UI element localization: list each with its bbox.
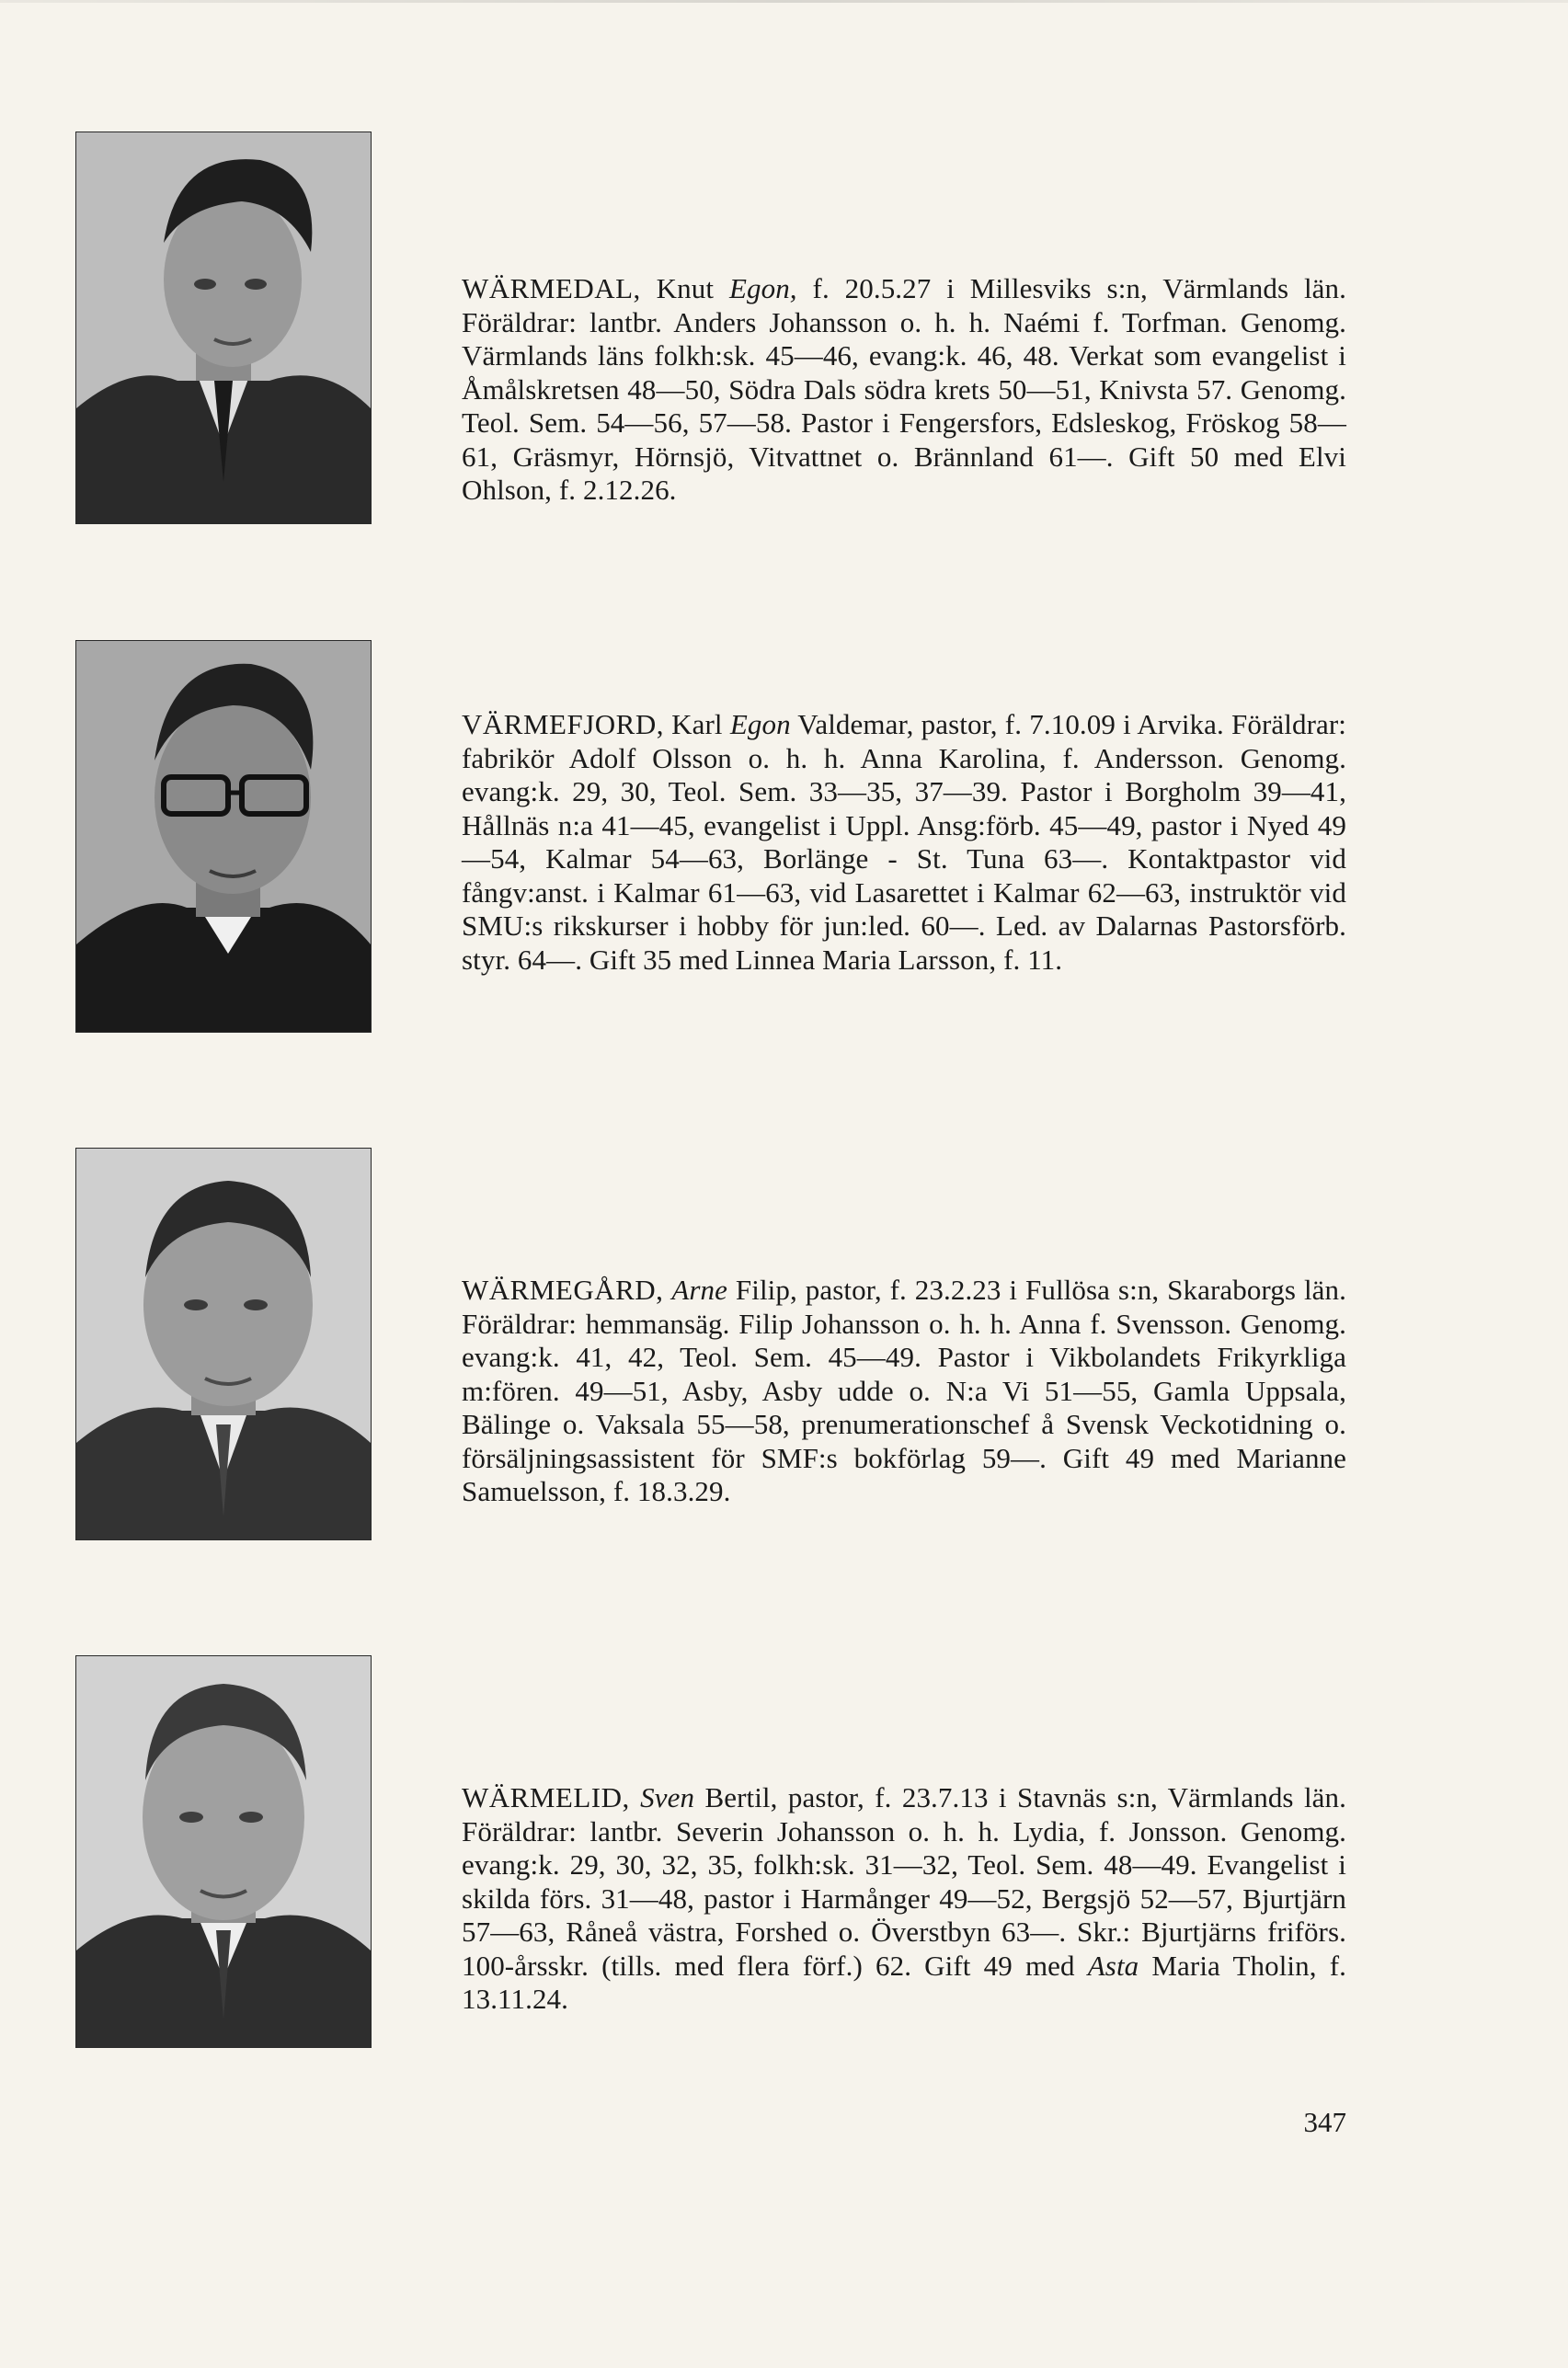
entry-surname: WÄRMEDAL, [462, 272, 641, 304]
entry-warmegard [462, 1274, 1346, 1509]
portrait-photo-warmedal [75, 132, 372, 524]
entry-surname: VÄRMEFJORD, [462, 708, 664, 740]
page-top-edge [0, 0, 1568, 3]
entry-warmelid [462, 1781, 1346, 2017]
entry-surname: WÄRMEGÅRD, [462, 1274, 664, 1306]
page-number: 347 [1303, 2106, 1346, 2138]
entry-biography-end: Maria Tholin, f. 13.11.24. [462, 1949, 1346, 2015]
entry-varmefjord [462, 708, 1346, 977]
portrait-silhouette-icon [76, 1149, 371, 1539]
entry-biography: Bertil, pastor, f. 23.7.13 i Stavnäs s:n, Värmlands län. Föräldrar: lantbr. Severin Johansson o. h. h. Lydia, f. Jonsson. Genomg. evang:k. 29, 30, 32, 35, folkh:sk. 31—32, Teol. Sem. 48—49. Evangelist i skilda förs. 31—48, pastor i Harmånger 49—52, Bergsjö 52—57, Bjurtjärn 57—63, Råneå västra, Forshed o. Överstbyn 63—. Skr.: Bjurtjärns friförs. 100-årsskr. (tills. med flera förf.) 62. Gift 49 med [462, 1781, 1346, 1982]
portrait-photo-warmegard [75, 1148, 372, 1540]
entry-biography: Filip, pastor, f. 23.2.23 i Fullösa s:n, Skaraborgs län. Föräldrar: hemmansäg. Filip Johansson o. h. h. Anna f. Svensson. Genomg. evang:k. 41, 42, Teol. Sem. 45—49. Pastor i Vikbolandets Frikyrkliga m:fören. 49—51, Asby, Asby udde o. N:a Vi 51—55, Gamla Uppsala, Bälinge o. Vaksala 55—58, prenumerationschef å Svensk Veckotidning o. försäljningsassistent för SMF:s bokförlag 59—. Gift 49 med Marianne Samuelsson, f. 18.3.29. [462, 1274, 1346, 1507]
entry-spouse-called-name: Asta [1087, 1949, 1139, 1982]
entry-given-name: Knut [656, 272, 715, 304]
entry-called-name: Sven [640, 1781, 695, 1813]
entry-called-name: Egon, [728, 272, 797, 304]
entry-given-name: Karl [671, 708, 723, 740]
entry-biography: f. 20.5.27 i Millesviks s:n, Värmlands län. Föräldrar: lantbr. Anders Johansson o. h. h. Naémi f. Torfman. Genomg. Värmlands läns folkh:sk. 45—46, evang:k. 46, 48. Verkat som evangelist i Åmålskretsen 48—50, Södra Dals södra krets 50—51, Knivsta 57. Genomg. Teol. Sem. 54—56, 57—58. Pastor i Fengersfors, Edsleskog, Fröskog 58—61, Gräsmyr, Hörnsjö, Vitvattnet o. Brännland 61—. Gift 50 med Elvi Ohlson, f. 2.12.26. [462, 272, 1346, 506]
portrait-silhouette-icon [76, 1656, 371, 2047]
portrait-silhouette-icon [76, 641, 371, 1032]
entry-called-name: Arne [671, 1274, 727, 1306]
portrait-silhouette-icon [76, 132, 371, 523]
portrait-photo-warmelid [75, 1655, 372, 2048]
entry-warmedal [462, 272, 1346, 508]
portrait-photo-varmefjord [75, 640, 372, 1033]
entry-called-name: Egon [729, 708, 791, 740]
entry-biography: Valdemar, pastor, f. 7.10.09 i Arvika. Föräldrar: fabrikör Adolf Olsson o. h. h. Anna Karolina, f. Andersson. Genomg. evang:k. 29, 30, Teol. Sem. 33—35, 37—39. Pastor i Borgholm 39—41, Hållnäs n:a 41—45, evangelist i Uppl. Ansg:förb. 45—49, pastor i Nyed 49—54, Kalmar 54—63, Borlänge - St. Tuna 63—. Kontaktpastor vid fångv:anst. i Kalmar 61—63, vid Lasarettet i Kalmar 62—63, instruktör vid SMU:s rikskurser i hobby för jun:led. 60—. Led. av Dalarnas Pastorsförb. styr. 64—. Gift 35 med Linnea Maria Larsson, f. 11. [462, 708, 1346, 976]
entry-surname: WÄRMELID, [462, 1781, 630, 1813]
